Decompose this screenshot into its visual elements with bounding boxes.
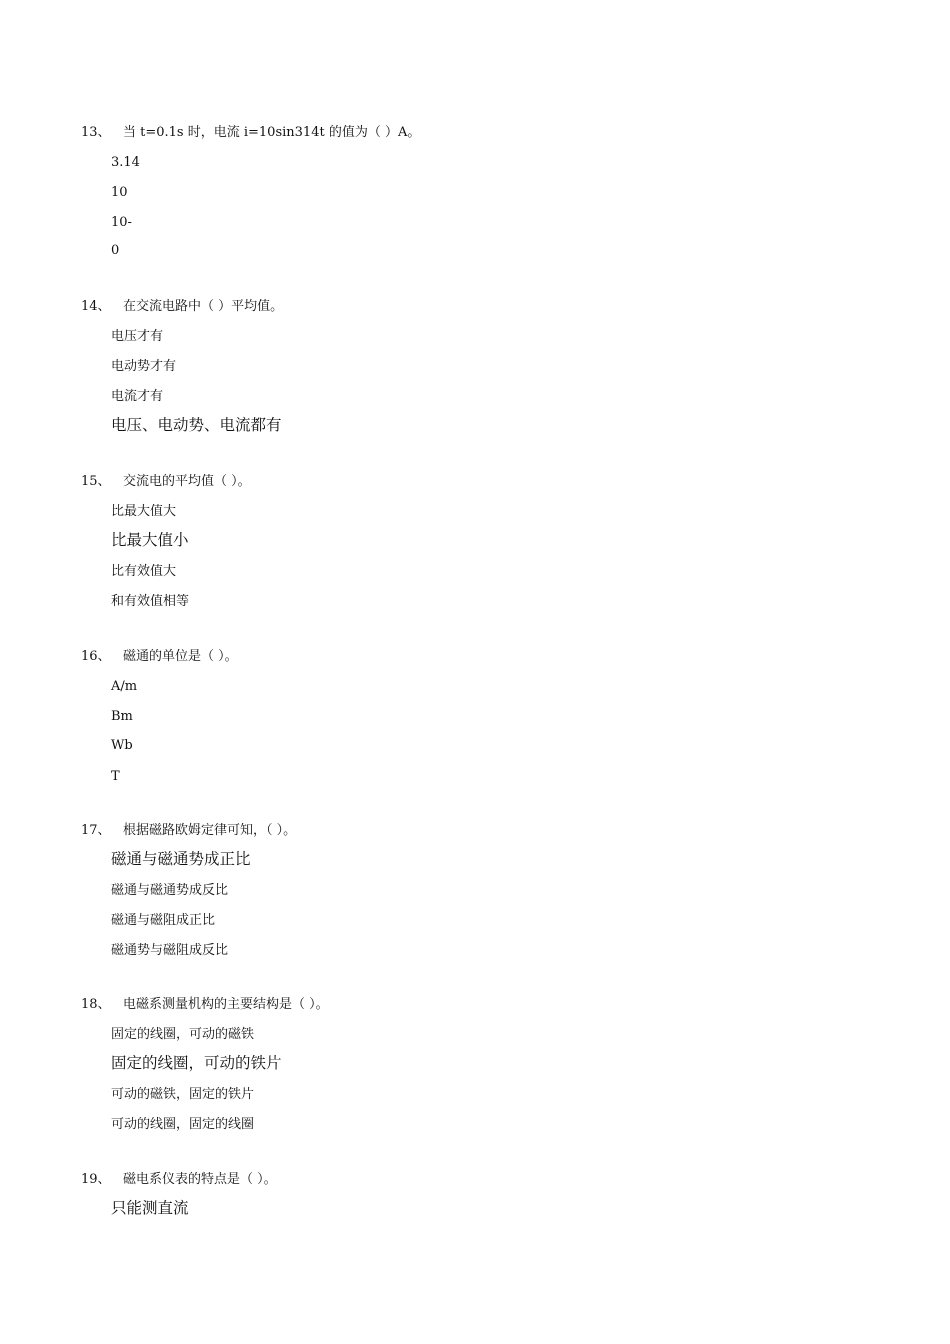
- question-number: 17、: [81, 823, 111, 838]
- question-text: 在交流电路中（ ）平均值。: [123, 299, 284, 314]
- question-number: 15、: [81, 474, 111, 489]
- option-d: 0: [111, 243, 120, 258]
- question-text: 当 t=0.1s 时，电流 i=10sin314t 的值为（ ）A。: [123, 125, 421, 140]
- option-a: 磁通与磁通势成正比: [111, 850, 251, 868]
- question-number: 16、: [81, 649, 111, 664]
- option-b: 比最大值小: [111, 531, 189, 549]
- option-d: 可动的线圈，固定的线圈: [111, 1117, 255, 1132]
- option-d: T: [111, 769, 120, 784]
- option-c: 磁通与磁阻成正比: [111, 913, 216, 928]
- option-d: 和有效值相等: [111, 594, 190, 609]
- option-b: 磁通与磁通势成反比: [111, 883, 229, 898]
- option-b: 电动势才有: [111, 359, 177, 374]
- option-a: 只能测直流: [111, 1199, 189, 1217]
- question-header: [81, 1172, 277, 1188]
- option-b: 10: [111, 185, 128, 200]
- option-c: Wb: [111, 738, 133, 753]
- option-b: Bm: [111, 709, 133, 724]
- question-text: 交流电的平均值（ ）。: [123, 474, 251, 489]
- question-header: [81, 823, 296, 839]
- option-a: A/m: [111, 679, 138, 694]
- option-d: 磁通势与磁阻成反比: [111, 943, 229, 958]
- question-number: 13、: [81, 125, 111, 140]
- question-header: [81, 299, 283, 315]
- option-b: 固定的线圈，可动的铁片: [111, 1054, 282, 1072]
- option-c: 电流才有: [111, 389, 164, 404]
- option-c: 10-: [111, 215, 132, 230]
- question-header: [81, 125, 420, 141]
- option-a: 3.14: [111, 155, 140, 170]
- question-number: 18、: [81, 997, 111, 1012]
- question-header: [81, 474, 251, 490]
- question-number: 14、: [81, 299, 111, 314]
- option-c: 可动的磁铁，固定的铁片: [111, 1087, 255, 1102]
- question-text: 磁通的单位是（ ）。: [123, 649, 238, 664]
- question-number: 19、: [81, 1172, 111, 1187]
- option-a: 固定的线圈，可动的磁铁: [111, 1027, 255, 1042]
- option-a: 电压才有: [111, 329, 164, 344]
- question-header: [81, 997, 329, 1013]
- option-d: 电压、电动势、电流都有: [111, 416, 282, 434]
- question-text: 磁电系仪表的特点是（ ）。: [123, 1172, 277, 1187]
- option-c: 比有效值大: [111, 564, 177, 579]
- question-text: 电磁系测量机构的主要结构是（ ）。: [123, 997, 329, 1012]
- question-text: 根据磁路欧姆定律可知，（ ）。: [123, 823, 297, 838]
- question-header: [81, 649, 238, 665]
- option-a: 比最大值大: [111, 504, 177, 519]
